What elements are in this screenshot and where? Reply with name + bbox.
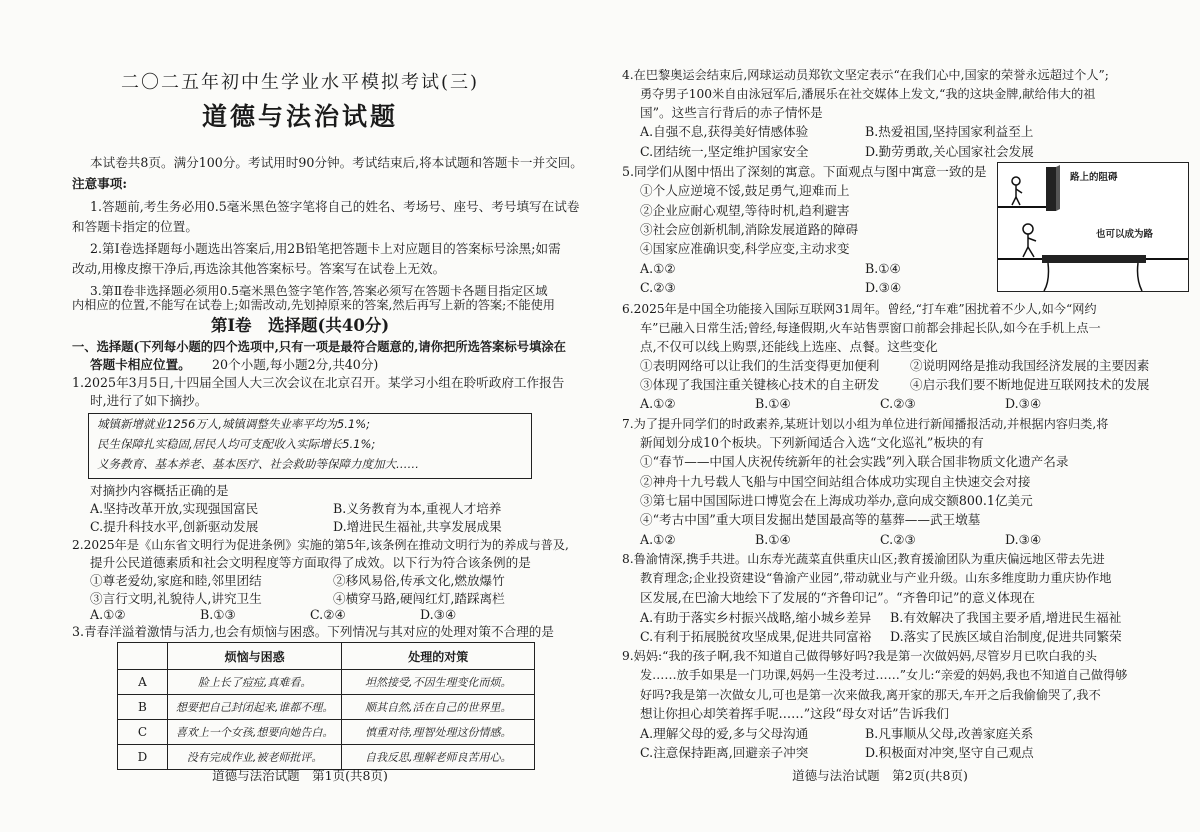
q5-item-4: ④国家应准确识变,科学应变,主动求变 — [640, 241, 850, 256]
q1-question: 对摘抄内容概括正确的是 — [90, 483, 229, 498]
q7-item-1: ①“春节——中国人庆祝传统新年的社会实践”列入联合国非物质文化遗产名录 — [640, 454, 1069, 469]
q1-excerpt-box — [88, 413, 532, 479]
q9-option-c: C.注意保持距离,回避亲子冲突 — [640, 745, 809, 760]
note-line: 和答题卡指定的位置。 — [72, 219, 198, 234]
q5-item-1: ①个人应逆境不馁,鼓足勇气,迎难而上 — [640, 183, 850, 198]
q7-stem: 新闻划分成10个板块。下列新闻适合入选“文化巡礼”板块的有 — [640, 435, 984, 450]
strategy-cell: 慎重对待,理智处理这份情感。 — [342, 720, 535, 745]
q6-stem: 6.2025年是中国全功能接入国际互联网31周年。曾经,“打车难”困扰着不少人,如今“网约 — [622, 302, 1097, 316]
excerpt-line: 民生保障扎实稳固,居民人均可支配收入实际增长5.1%; — [97, 437, 376, 451]
q8-stem: 区发展,在巴渝大地绘下了发展的“齐鲁印记”。“齐鲁印记”的意义体现在 — [640, 590, 1035, 605]
q7-option-d: D.③④ — [1005, 532, 1042, 547]
q2-item-3: ③言行文明,礼貌待人,讲究卫生 — [90, 591, 262, 606]
q5-option-d: D.③④ — [865, 280, 902, 295]
excerpt-line: 城镇新增就业1256万人,城镇调整失业率平均为5.1%; — [97, 417, 371, 431]
q6-option-b: B.①④ — [755, 396, 791, 411]
page-2 — [600, 0, 1200, 832]
q5-option-a: A.①② — [640, 261, 676, 276]
q2-option-d: D.③④ — [420, 607, 457, 622]
q8-stem: 8.鲁渝情深,携手共进。山东寿光蔬菜直供重庆山区;教育援渝团队为重庆偏远地区带去先进 — [622, 552, 1105, 566]
trouble-cell: 没有完成作业,被老师批评。 — [167, 745, 342, 770]
q7-item-4: ④“考古中国”重大项目发掘出楚国最高等的墓葬——武王墩墓 — [640, 512, 981, 527]
strategy-cell: 顺其自然,活在自己的世界里。 — [342, 695, 535, 720]
page-footer: 道德与法治试题 第2页(共8页) — [792, 768, 968, 783]
q8-option-d: D.落实了民族区域自治制度,促进共同繁荣 — [890, 629, 1122, 644]
q2-stem: 提升公民道德素质和社会文明程度等方面取得了成效。以下行为符合该条例的是 — [90, 555, 531, 570]
page-footer: 道德与法治试题 第1页(共8页) — [212, 768, 388, 783]
q9-option-a: A.理解父母的爱,多与父母沟通 — [640, 726, 809, 741]
row-key: A — [118, 670, 168, 695]
table-row — [118, 695, 535, 720]
q5-item-2: ②企业应耐心观望,等待时机,趋利避害 — [640, 203, 850, 218]
instruction-line: 答题卡相应位置。 — [90, 357, 191, 372]
table-header-row — [118, 643, 535, 670]
note-line: 1.答题前,考生务必用0.5毫米黑色签字笔将自己的姓名、考场号、座号、考号填写在试卷 — [90, 199, 580, 214]
q6-option-d: D.③④ — [1005, 396, 1042, 411]
note-line: 内相应的位置,不能写在试卷上;如需改动,先划掉原来的答案,然后再写上新的答案;不能使用 — [72, 298, 555, 312]
q8-option-c: C.有利于拓展脱贫攻坚成果,促进共同富裕 — [640, 629, 872, 644]
q8-stem: 教育理念;企业投资建设“鲁渝产业园”,带动就业与产业升级。山东多维度助力重庆协作地 — [640, 571, 1112, 585]
note-line: 2.第Ⅰ卷选择题每小题选出答案后,用2B铅笔把答题卡上对应题目的答案标号涂黑;如需 — [90, 241, 561, 256]
q4-option-d: D.勤劳勇敢,关心国家社会发展 — [865, 144, 1034, 159]
q6-item-1: ①表明网络可以让我们的生活变得更加便利 — [640, 358, 880, 373]
strategy-cell: 自我反思,理解老师良苦用心。 — [342, 745, 535, 770]
q1-stem: 时,进行了如下摘抄。 — [90, 393, 208, 408]
q3-table — [117, 642, 535, 770]
notes-title: 注意事项: — [72, 176, 128, 191]
q7-item-2: ②神舟十九号载人飞船与中国空间站组合体成功实现自主快速交会对接 — [640, 474, 1031, 489]
figure-label: 也可以成为路 — [1096, 229, 1154, 240]
note-line: 改动,用橡皮擦干净后,再选涂其他答案标号。答案写在试卷上无效。 — [72, 261, 446, 276]
section-title: 第Ⅰ卷 选择题(共40分) — [210, 316, 390, 335]
q2-option-c: C.②④ — [310, 607, 346, 622]
q4-stem: 国”。这些言行背后的赤子情怀是 — [640, 105, 823, 120]
strategy-cell: 坦然接受,不因生理变化而烦。 — [342, 670, 535, 695]
figure-label: 路上的阻碍 — [1070, 172, 1118, 183]
excerpt-line: 义务教育、基本养老、基本医疗、社会救助等保障力度加大…… — [97, 457, 419, 471]
q9-stem: 9.妈妈:“我的孩子啊,我不知道自己做得够好吗?我是第一次做妈妈,尽管岁月已吹白我的头 — [622, 649, 1097, 663]
q9-option-d: D.积极面对冲突,坚守自己观点 — [865, 745, 1034, 760]
q6-item-3: ③体现了我国注重关键核心技术的自主研发 — [640, 377, 880, 392]
q2-option-b: B.①③ — [200, 607, 236, 622]
row-key: D — [118, 745, 168, 770]
q2-item-2: ②移风易俗,传承文化,燃放爆竹 — [333, 573, 505, 588]
q1-stem: 1.2025年3月5日,十四届全国人大三次会议在北京召开。某学习小组在聆听政府工作报告 — [72, 375, 565, 390]
q5-option-b: B.①④ — [865, 261, 901, 276]
q6-item-4: ④启示我们要不断地促进互联网技术的发展 — [910, 377, 1150, 392]
q8-option-b: B.有效解决了我国主要矛盾,增进民生福祉 — [890, 610, 1122, 625]
q7-option-a: A.①② — [640, 532, 676, 547]
intro-text: 本试卷共8页。满分100分。考试用时90分钟。考试结束后,将本试题和答题卡一并交回。 — [90, 155, 583, 170]
q1-option-d: D.增进民生福祉,共享发展成果 — [333, 519, 502, 534]
q9-option-b: B.凡事顺从父母,改善家庭关系 — [865, 726, 1034, 741]
q1-option-a: A.坚持改革开放,实现强国富民 — [90, 501, 259, 516]
q5-option-c: C.②③ — [640, 280, 676, 295]
q6-option-a: A.①② — [640, 396, 676, 411]
q9-stem: 好吗?我是第一次做女儿,可也是第一次来做我,离开家的那天,车开之后我偷偷哭了,我不 — [640, 688, 1101, 702]
q4-option-c: C.团结统一,坚定维护国家安全 — [640, 144, 809, 159]
q5-stem: 5.同学们从图中悟出了深刻的寓意。下面观点与图中寓意一致的是 — [622, 164, 987, 179]
q6-stem: 车”已融入日常生活;曾经,每逢假期,火车站售票窗口前都会排起长队,如今在手机上点一 — [640, 321, 1101, 335]
q5-cartoon — [997, 162, 1189, 292]
q2-item-1: ①尊老爱幼,家庭和睦,邻里团结 — [90, 573, 262, 588]
instruction-line: 一、选择题(下列每小题的四个选项中,只有一项是最符合题意的,请你把所选答案标号填涂在 — [72, 339, 566, 354]
subject-title: 道德与法治试题 — [201, 102, 398, 131]
q2-option-a: A.①② — [90, 607, 126, 622]
row-key: C — [118, 720, 168, 745]
q2-stem: 2.2025年是《山东省文明行为促进条例》实施的第5年,该条例在推动文明行为的养成与普及, — [72, 538, 569, 552]
q9-stem: 想让你担心却笑着挥手呢……”这段“母女对话”告诉我们 — [640, 706, 949, 721]
q1-option-b: B.义务教育为本,重视人才培养 — [333, 501, 502, 516]
q6-stem: 点,不仅可以线上购票,还能线上选座、点餐。这些变化 — [640, 339, 938, 354]
q7-item-3: ③第七届中国国际进口博览会在上海成功举办,意向成交额800.1亿美元 — [640, 493, 1033, 508]
exam-title: 二〇二五年初中生学业水平模拟考试(三) — [120, 72, 480, 93]
note-line: 3.第Ⅱ卷非选择题必须用0.5毫米黑色签字笔作答,答案必须写在答题卡各题目指定区域 — [90, 284, 548, 298]
trouble-cell: 脸上长了痘痘,真难看。 — [167, 670, 342, 695]
table-row — [118, 720, 535, 745]
q4-option-a: A.自强不息,获得美好情感体验 — [640, 124, 809, 139]
q8-option-a: A.有助于落实乡村振兴战略,缩小城乡差异 — [640, 610, 872, 625]
q7-option-c: C.②③ — [880, 532, 916, 547]
q9-stem: 发……放手如果是一门功课,妈妈一生没考过……”女儿:“亲爱的妈妈,我也不知道自己做得够 — [640, 668, 1128, 682]
row-key: B — [118, 695, 168, 720]
q7-stem: 7.为了提升同学们的时政素养,某班计划以小组为单位进行新闻播报活动,并根据内容归类,将 — [622, 417, 1109, 431]
table-row — [118, 670, 535, 695]
q4-option-b: B.热爱祖国,坚持国家利益至上 — [865, 124, 1034, 139]
column-header: 处理的对策 — [342, 643, 535, 670]
q5-item-3: ③社会应创新机制,消除发展道路的障碍 — [640, 222, 859, 237]
trouble-cell: 喜欢上一个女孩,想要向她告白。 — [167, 720, 342, 745]
q4-stem: 勇夺男子100米自由泳冠军后,潘展乐在社交媒体上发文,“我的这块金牌,献给伟大的祖 — [640, 87, 1096, 101]
q6-option-c: C.②③ — [880, 396, 916, 411]
q3-stem: 3.青春洋溢着激情与活力,也会有烦恼与困惑。下列情况与其对应的处理对策不合理的是 — [72, 624, 554, 639]
instruction-line: 20个小题,每小题2分,共40分) — [212, 357, 379, 372]
q2-item-4: ④横穿马路,硬闯红灯,踏踩离栏 — [333, 591, 505, 606]
q6-item-2: ②说明网络是推动我国经济发展的主要因素 — [910, 358, 1150, 373]
q7-option-b: B.①④ — [755, 532, 791, 547]
q1-option-c: C.提升科技水平,创新驱动发展 — [90, 519, 259, 534]
q4-stem: 4.在巴黎奥运会结束后,网球运动员郑钦文坚定表示“在我们心中,国家的荣誉永远超过个人”; — [622, 68, 1109, 82]
trouble-cell: 想要把自己封闭起来,谁都不理。 — [167, 695, 342, 720]
column-header: 烦恼与困惑 — [167, 643, 342, 670]
